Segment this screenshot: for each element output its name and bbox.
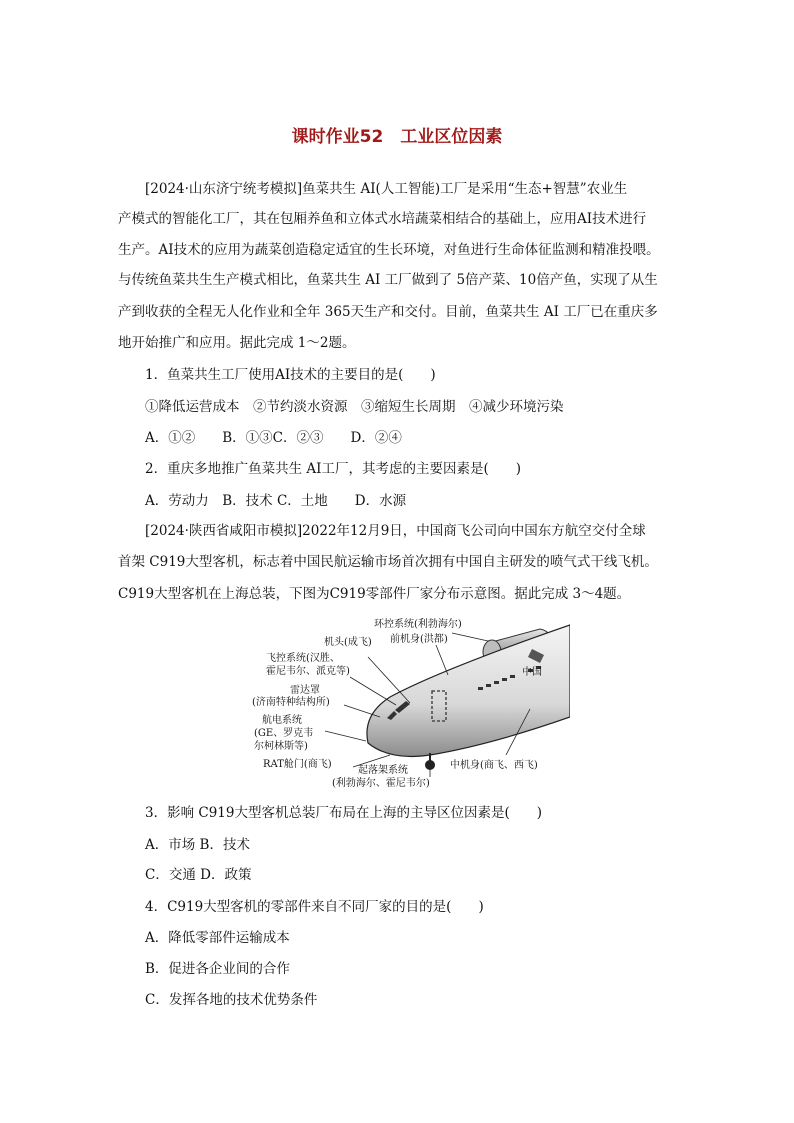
question-1-options: A．①② B．①③C．②③ D．②④ — [145, 430, 402, 446]
question-4-option-b: B．促进各企业间的合作 — [145, 961, 290, 977]
question-3-stem: 3．影响 C919大型客机总装厂布局在上海的主导区位因素是( ) — [145, 805, 543, 821]
question-3-options: A．市场 B．技术 — [145, 837, 250, 853]
radar-label: (济南特种结构所) — [252, 697, 330, 708]
passage1-line: 生产。AI技术的应用为蔬菜创造稳定适宜的生长环境，对鱼进行生命体征监测和精准投喂。 — [118, 242, 660, 258]
avionics-label: (GE、罗克韦 — [254, 728, 314, 739]
passage1-line: 产模式的智能化工厂，其在包厢养鱼和立体式水培蔬菜相结合的基础上，应用AI技术进行 — [118, 211, 647, 227]
question-2-stem: 2．重庆多地推广鱼菜共生 AI工厂，其考虑的主要因素是( ) — [145, 461, 521, 477]
question-1-items: ①降低运营成本 ②节约淡水资源 ③缩短生长周期 ④减少环境污染 — [145, 399, 564, 415]
fc-label: 霍尼韦尔、派克等) — [266, 666, 350, 677]
fc-label: 飞控系统(汉胜、 — [266, 653, 340, 664]
passage1-line: 地开始推广和应用。据此完成 1～2题。 — [118, 335, 356, 351]
page-title: 课时作业52 工业区位因素 — [291, 127, 503, 147]
passage1-line: 产到收获的全程无人化作业和全年 365天生产和交付。目前，鱼菜共生 AI 工厂已在重庆多 — [118, 304, 658, 320]
radar-label: 雷达罩 — [290, 685, 320, 696]
passage1-line: 与传统鱼菜共生生产模式相比，鱼菜共生 AI 工厂做到了 5倍产菜、10倍产鱼，实现了从生 — [118, 272, 658, 288]
question-4-stem: 4．C919大型客机的零部件来自不同厂家的目的是( ) — [145, 899, 484, 915]
env-label: 环控系统(利勃海尔) — [374, 619, 462, 630]
question-4-option-c: C．发挥各地的技术优势条件 — [145, 992, 318, 1008]
gear-label: 起落架系统 — [358, 765, 408, 776]
fwd-label: 前机身(洪都) — [390, 634, 448, 645]
question-2-options: A．劳动力 B．技术 C．土地 D．水源 — [145, 493, 407, 509]
question-1-stem: 1．鱼菜共生工厂使用AI技术的主要目的是( ) — [145, 367, 436, 383]
avionics-label: 尔柯林斯等) — [254, 741, 308, 752]
question-3-options: C．交通 D．政策 — [145, 867, 252, 883]
passage2-line: [2024·陕西省咸阳市模拟]2022年12月9日，中国商飞公司向中国东方航空交付全球 — [145, 523, 646, 539]
gear-label: (利勃海尔、霍尼韦尔) — [332, 778, 430, 789]
avionics-label: 航电系统 — [262, 715, 302, 726]
passage2-line: 首架 C919大型客机，标志着中国民航运输市场首次拥有中国自主研发的喷气式干线飞机。 — [118, 554, 658, 570]
rat-label: RAT舱门(商飞) — [263, 759, 332, 770]
passage1-line: [2024·山东济宁统考模拟]鱼菜共生 AI(人工智能)工厂是采用“生态+智慧”农业生 — [145, 181, 628, 197]
passage2-line: C919大型客机在上海总装，下图为C919零部件厂家分布示意图。据此完成 3～4题。 — [118, 586, 631, 602]
mid-label: 中机身(商飞、西飞) — [450, 760, 538, 771]
c919-parts-diagram — [240, 605, 570, 795]
question-4-option-a: A．降低零部件运输成本 — [145, 930, 290, 946]
nose-label: 机头(成飞) — [324, 637, 372, 648]
china-livery-label: 中国 — [522, 667, 542, 678]
